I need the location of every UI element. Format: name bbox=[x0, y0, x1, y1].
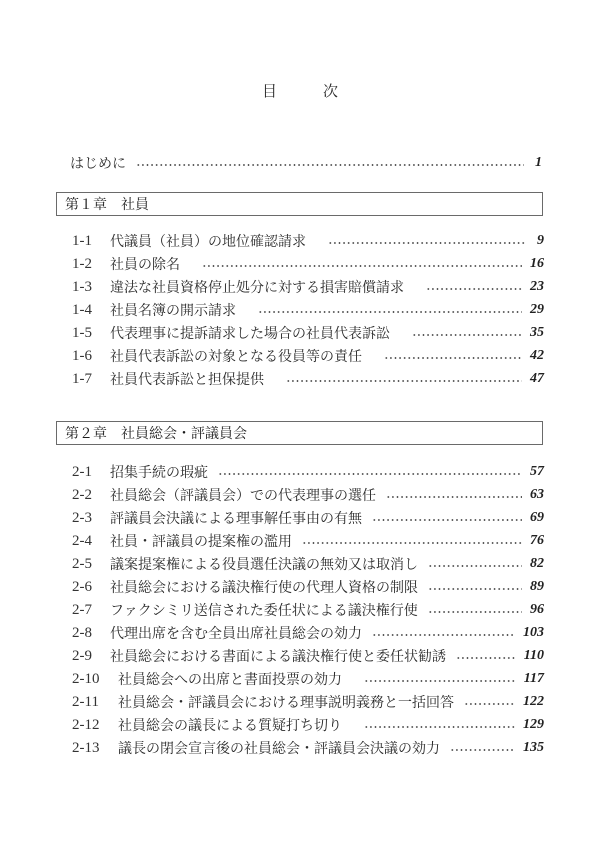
toc-entry[interactable] bbox=[72, 577, 544, 597]
toc-entry[interactable] bbox=[72, 531, 544, 551]
entry-page: 57 bbox=[530, 464, 544, 479]
entry-page: 47 bbox=[530, 371, 544, 386]
entry-number: 1-1 bbox=[72, 232, 92, 249]
entry-number: 2-13 bbox=[72, 739, 100, 756]
entry-page: 1 bbox=[535, 155, 542, 170]
entry-label: 評議員会決議による理事解任事由の有無 bbox=[110, 511, 362, 527]
entry-label: 社員総会における議決権行使の代理人資格の制限 bbox=[110, 580, 418, 596]
entry-page: 82 bbox=[530, 556, 544, 571]
entry-page: 16 bbox=[530, 256, 544, 271]
toc-entry[interactable] bbox=[72, 623, 544, 643]
entry-label: 代議員（社員）の地位確認請求 bbox=[110, 234, 306, 250]
entry-number: 1-6 bbox=[72, 347, 92, 364]
toc-entry[interactable] bbox=[72, 231, 544, 251]
toc-entry-intro[interactable] bbox=[70, 153, 542, 173]
entry-page: 29 bbox=[530, 302, 544, 317]
leader-dots bbox=[464, 703, 515, 705]
leader-dots bbox=[428, 611, 522, 613]
entry-label: 社員代表訴訟と担保提供 bbox=[110, 372, 264, 388]
entry-label: 社員総会・評議員会における理事説明義務と一括回答 bbox=[118, 695, 454, 711]
leader-dots bbox=[258, 311, 522, 313]
leader-dots bbox=[372, 519, 522, 521]
entry-label: 代理出席を含む全員出席社員総会の効力 bbox=[110, 626, 362, 642]
entry-label: 社員代表訴訟の対象となる役員等の責任 bbox=[110, 349, 362, 365]
toc-entry[interactable] bbox=[72, 715, 544, 735]
leader-dots bbox=[450, 749, 515, 751]
entry-number: 2-10 bbox=[72, 670, 100, 687]
toc-entry[interactable] bbox=[72, 254, 544, 274]
entry-number: 1-4 bbox=[72, 301, 92, 318]
entry-number: 1-5 bbox=[72, 324, 92, 341]
entry-page: 35 bbox=[530, 325, 544, 340]
entry-number: 2-6 bbox=[72, 578, 92, 595]
entry-label: ファクシミリ送信された委任状による議決権行使 bbox=[110, 603, 418, 619]
entry-label: 社員・評議員の提案権の濫用 bbox=[110, 534, 292, 550]
entry-page: 89 bbox=[530, 579, 544, 594]
entry-number: 2-9 bbox=[72, 647, 92, 664]
chapter-heading-2[interactable] bbox=[56, 421, 543, 445]
chapter-number: 第１章 bbox=[65, 197, 107, 213]
entry-page: 42 bbox=[530, 348, 544, 363]
entry-label: 社員総会の議長による質疑打ち切り bbox=[118, 718, 342, 734]
toc-entry[interactable] bbox=[72, 600, 544, 620]
leader-dots bbox=[426, 288, 522, 290]
toc-entry[interactable] bbox=[72, 485, 544, 505]
leader-dots bbox=[386, 496, 522, 498]
entry-page: 63 bbox=[530, 487, 544, 502]
toc-entry[interactable] bbox=[72, 369, 544, 389]
leader-dots bbox=[302, 542, 522, 544]
entry-number: 2-12 bbox=[72, 716, 100, 733]
entry-number: 1-7 bbox=[72, 370, 92, 387]
entry-page: 110 bbox=[523, 648, 544, 663]
entry-label: 社員総会への出席と書面投票の効力 bbox=[118, 672, 342, 688]
leader-dots bbox=[456, 657, 516, 659]
leader-dots bbox=[428, 588, 522, 590]
entry-label: はじめに bbox=[70, 156, 126, 172]
toc-entry[interactable] bbox=[72, 646, 544, 666]
entry-number: 2-7 bbox=[72, 601, 92, 618]
entry-page: 129 bbox=[523, 717, 544, 732]
toc-entry[interactable] bbox=[72, 554, 544, 574]
entry-label: 社員名簿の開示請求 bbox=[110, 303, 236, 319]
entry-number: 2-1 bbox=[72, 463, 92, 480]
entry-number: 1-2 bbox=[72, 255, 92, 272]
entry-label: 代表理事に提訴請求した場合の社員代表訴訟 bbox=[110, 326, 390, 342]
entry-page: 122 bbox=[523, 694, 544, 709]
entry-number: 2-3 bbox=[72, 509, 92, 526]
entry-number: 1-3 bbox=[72, 278, 92, 295]
leader-dots bbox=[136, 164, 524, 166]
entry-page: 135 bbox=[523, 740, 544, 755]
toc-entry[interactable] bbox=[72, 508, 544, 528]
entry-number: 2-2 bbox=[72, 486, 92, 503]
leader-dots bbox=[412, 334, 522, 336]
leader-dots bbox=[428, 565, 522, 567]
entry-label: 社員総会（評議員会）での代表理事の選任 bbox=[110, 488, 376, 504]
entry-label: 社員総会における書面による議決権行使と委任状勧誘 bbox=[110, 649, 446, 665]
chapter-title: 社員総会・評議員会 bbox=[121, 426, 247, 442]
chapter-number: 第２章 bbox=[65, 426, 107, 442]
leader-dots bbox=[372, 634, 515, 636]
title-char-1: 目 bbox=[261, 82, 277, 100]
leader-dots bbox=[364, 680, 516, 682]
leader-dots bbox=[384, 357, 522, 359]
page-title bbox=[0, 80, 600, 101]
entry-page: 9 bbox=[537, 233, 544, 248]
entry-number: 2-5 bbox=[72, 555, 92, 572]
leader-dots bbox=[328, 242, 526, 244]
entry-label: 議案提案権による役員選任決議の無効又は取消し bbox=[110, 557, 418, 573]
toc-entry[interactable] bbox=[72, 462, 544, 482]
toc-entry[interactable] bbox=[72, 300, 544, 320]
leader-dots bbox=[364, 726, 515, 728]
leader-dots bbox=[218, 473, 522, 475]
chapter-title: 社員 bbox=[121, 197, 149, 213]
chapter-heading-1[interactable] bbox=[56, 192, 543, 216]
toc-entry[interactable] bbox=[72, 692, 544, 712]
entry-page: 76 bbox=[530, 533, 544, 548]
entry-label: 社員の除名 bbox=[110, 257, 180, 273]
entry-number: 2-4 bbox=[72, 532, 92, 549]
toc-entry[interactable] bbox=[72, 277, 544, 297]
toc-entry[interactable] bbox=[72, 346, 544, 366]
toc-entry[interactable] bbox=[72, 738, 544, 758]
toc-entry[interactable] bbox=[72, 323, 544, 343]
entry-page: 23 bbox=[530, 279, 544, 294]
entry-label: 違法な社員資格停止処分に対する損害賠償請求 bbox=[110, 280, 404, 296]
entry-label: 招集手続の瑕疵 bbox=[110, 465, 208, 481]
toc-entry[interactable] bbox=[72, 669, 544, 689]
title-char-2: 次 bbox=[323, 82, 339, 100]
leader-dots bbox=[286, 380, 522, 382]
entry-label: 議長の閉会宣言後の社員総会・評議員会決議の効力 bbox=[118, 741, 440, 757]
leader-dots bbox=[202, 265, 522, 267]
entry-page: 69 bbox=[530, 510, 544, 525]
entry-number: 2-11 bbox=[72, 693, 99, 710]
entry-page: 117 bbox=[523, 671, 544, 686]
entry-page: 96 bbox=[530, 602, 544, 617]
entry-number: 2-8 bbox=[72, 624, 92, 641]
entry-page: 103 bbox=[523, 625, 544, 640]
